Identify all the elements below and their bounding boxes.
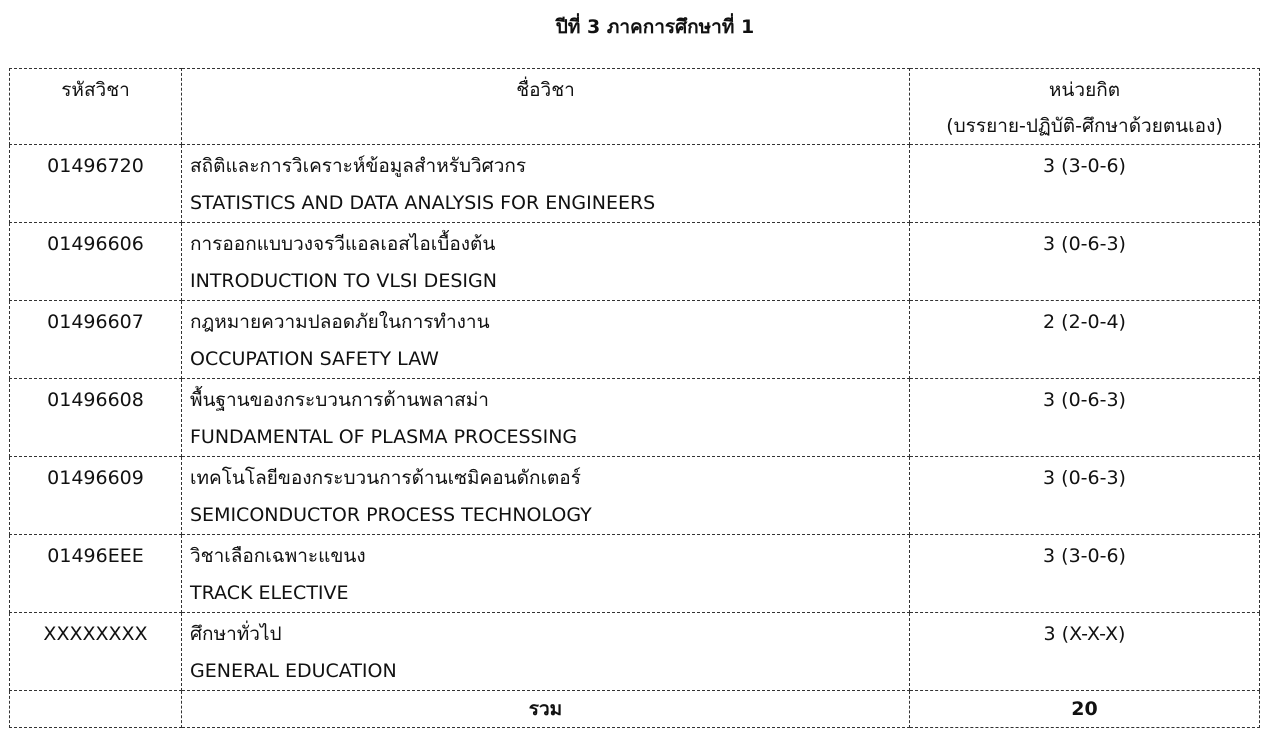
table-row (10, 301, 1260, 379)
page-title: ปีที่ 3 ภาคการศึกษาที่ 1 (555, 16, 755, 38)
course-credit: 3 (0-6-3) (1043, 389, 1126, 411)
course-name-thai: พื้นฐานของกระบวนการด้านพลาสม่า (190, 389, 489, 411)
course-code: 01496607 (47, 311, 144, 333)
total-code (10, 691, 181, 694)
header-code: รหัสวิชา (61, 79, 130, 101)
course-credit: 3 (3-0-6) (1043, 545, 1126, 567)
course-code: 01496609 (47, 467, 144, 489)
header-credit-cell (910, 69, 1260, 145)
course-credit: 3 (0-6-3) (1043, 233, 1126, 255)
course-name-english: GENERAL EDUCATION (190, 660, 397, 682)
header-credit-detail: (บรรยาย-ปฏิบัติ-ศึกษาด้วยตนเอง) (946, 115, 1223, 137)
total-credits: 20 (1071, 698, 1098, 720)
header-name: ชื่อวิชา (516, 79, 575, 101)
course-name-english: STATISTICS AND DATA ANALYSIS FOR ENGINEERS (190, 192, 656, 214)
course-name-english: FUNDAMENTAL OF PLASMA PROCESSING (190, 426, 578, 448)
header-code-cell (10, 69, 182, 145)
course-name-thai: เทคโนโลยีของกระบวนการด้านเซมิคอนดักเตอร์ (190, 467, 581, 489)
course-name-english: TRACK ELECTIVE (190, 582, 349, 604)
course-name-english: OCCUPATION SAFETY LAW (190, 348, 439, 370)
course-name-english: INTRODUCTION TO VLSI DESIGN (190, 270, 497, 292)
course-credit: 3 (X-X-X) (1043, 623, 1126, 645)
total-label: รวม (528, 698, 563, 720)
course-name-thai: การออกแบบวงจรวีแอลเอสไอเบื้องต้น (190, 233, 496, 255)
table-row (10, 145, 1260, 223)
header-name-cell (182, 69, 910, 145)
table-header-row (10, 69, 1260, 145)
course-table (9, 68, 1260, 728)
table-row (10, 457, 1260, 535)
course-credit: 3 (3-0-6) (1043, 155, 1126, 177)
total-row (10, 691, 1260, 728)
course-name-thai: วิชาเลือกเฉพาะแขนง (190, 545, 366, 567)
header-credit: หน่วยกิต (1048, 79, 1121, 101)
table-row (10, 223, 1260, 301)
course-code: XXXXXXXX (43, 623, 148, 645)
course-name-english: SEMICONDUCTOR PROCESS TECHNOLOGY (190, 504, 592, 526)
course-name-thai: สถิติและการวิเคราะห์ข้อมูลสำหรับวิศวกร (190, 155, 527, 177)
course-code: 01496EEE (47, 545, 144, 567)
table-row (10, 379, 1260, 457)
course-code: 01496720 (47, 155, 144, 177)
course-credit: 2 (2-0-4) (1043, 311, 1126, 333)
course-code: 01496606 (47, 233, 144, 255)
table-row (10, 613, 1260, 691)
course-credit: 3 (0-6-3) (1043, 467, 1126, 489)
table-row (10, 535, 1260, 613)
course-code: 01496608 (47, 389, 144, 411)
course-name-thai: กฎหมายความปลอดภัยในการทำงาน (190, 311, 490, 333)
course-name-thai: ศึกษาทั่วไป (190, 623, 282, 645)
